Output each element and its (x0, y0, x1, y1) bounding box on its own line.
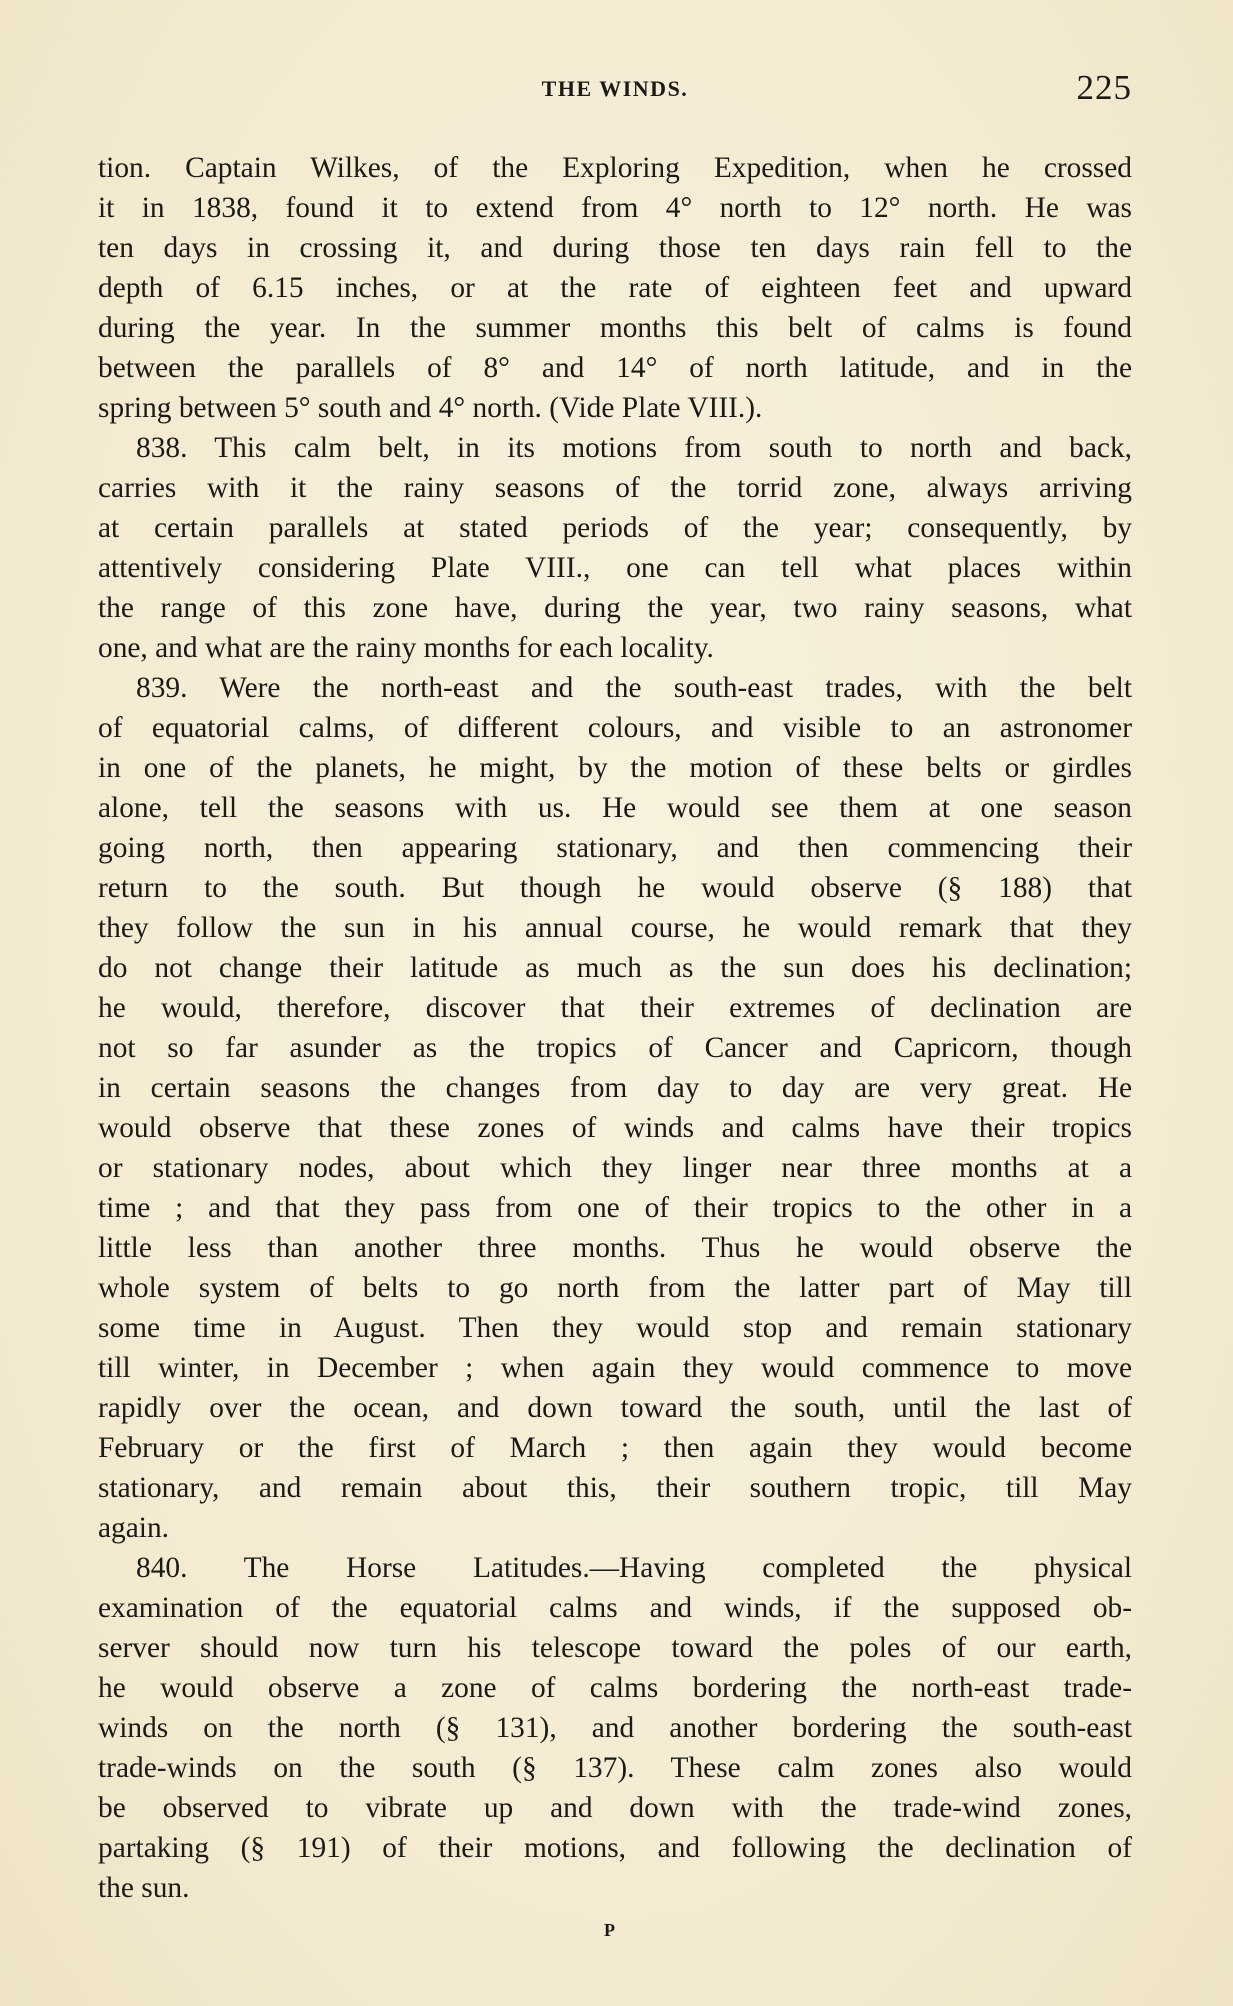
text-line: in one of the planets, he might, by the motion of these belts or girdles (98, 752, 1132, 784)
text-line: of equatorial calms, of different colours, and visible to an astronomer (98, 712, 1132, 744)
text-line: winds on the north (§ 131), and another bordering the south-east (98, 1712, 1132, 1744)
text-line: rapidly over the ocean, and down toward the south, until the last of (98, 1392, 1132, 1424)
text-line: spring between 5° south and 4° north. (Vide Plate VIII.). (98, 392, 763, 424)
text-line: the sun. (98, 1872, 190, 1904)
text-line: time ; and that they pass from one of their tropics to the other in a (98, 1192, 1132, 1224)
text-line: or stationary nodes, about which they linger near three months at a (98, 1152, 1132, 1184)
text-line: alone, tell the seasons with us. He would see them at one season (98, 792, 1132, 824)
text-line: he would, therefore, discover that their extremes of declination are (98, 992, 1132, 1024)
text-line: February or the first of March ; then again they would become (98, 1432, 1132, 1464)
text-line: depth of 6.15 inches, or at the rate of eighteen feet and upward (98, 272, 1132, 304)
text-line: he would observe a zone of calms bordering the north-east trade- (98, 1672, 1132, 1704)
running-head (98, 68, 1132, 108)
text-line: server should now turn his telescope toward the poles of our earth, (98, 1632, 1132, 1664)
running-head-title: THE WINDS. (541, 76, 689, 101)
text-line: partaking (§ 191) of their motions, and following the declination of (98, 1832, 1132, 1864)
paragraph-840-start: 840. The Horse Latitudes.—Having completed the physical (136, 1552, 1132, 1584)
text-line: whole system of belts to go north from the latter part of May till (98, 1272, 1132, 1304)
text-line: little less than another three months. Thus he would observe the (98, 1232, 1132, 1264)
page-number: 225 (1076, 68, 1132, 107)
text-line: during the year. In the summer months this belt of calms is found (98, 312, 1132, 344)
text-line: in certain seasons the changes from day to day are very great. He (98, 1072, 1132, 1104)
text-line: carries with it the rainy seasons of the torrid zone, always arriving (98, 472, 1132, 504)
text-line: the range of this zone have, during the year, two rainy seasons, what (98, 592, 1132, 624)
text-line: examination of the equatorial calms and winds, if the supposed ob- (98, 1592, 1132, 1624)
text-line: tion. Captain Wilkes, of the Exploring Expedition, when he crossed (98, 152, 1132, 184)
text-line: stationary, and remain about this, their southern tropic, till May (98, 1472, 1132, 1504)
text-line: trade-winds on the south (§ 137). These calm zones also would (98, 1752, 1132, 1784)
signature-mark: P (604, 1920, 615, 1940)
paragraph-838-start: 838. This calm belt, in its motions from south to north and back, (136, 432, 1132, 464)
text-line: be observed to vibrate up and down with the trade-wind zones, (98, 1792, 1132, 1824)
text-line: going north, then appearing stationary, and then commencing their (98, 832, 1132, 864)
text-line: return to the south. But though he would observe (§ 188) that (98, 872, 1132, 904)
text-line: not so far asunder as the tropics of Cancer and Capricorn, though (98, 1032, 1132, 1064)
text-line: again. (98, 1512, 169, 1544)
text-line: it in 1838, found it to extend from 4° north to 12° north. He was (98, 192, 1132, 224)
text-line: some time in August. Then they would stop and remain stationary (98, 1312, 1132, 1344)
text-line: ten days in crossing it, and during those ten days rain fell to the (98, 232, 1132, 264)
text-line: attentively considering Plate VIII., one can tell what places within (98, 552, 1132, 584)
text-line: they follow the sun in his annual course, he would remark that they (98, 912, 1132, 944)
text-line: do not change their latitude as much as the sun does his declination; (98, 952, 1132, 984)
text-line: at certain parallels at stated periods of the year; consequently, by (98, 512, 1132, 544)
text-line: would observe that these zones of winds and calms have their tropics (98, 1112, 1132, 1144)
body-text (98, 148, 1132, 1908)
text-line: till winter, in December ; when again they would commence to move (98, 1352, 1132, 1384)
text-line: between the parallels of 8° and 14° of north latitude, and in the (98, 352, 1132, 384)
paragraph-839-start: 839. Were the north-east and the south-east trades, with the belt (136, 672, 1132, 704)
text-line: one, and what are the rainy months for each locality. (98, 632, 714, 664)
